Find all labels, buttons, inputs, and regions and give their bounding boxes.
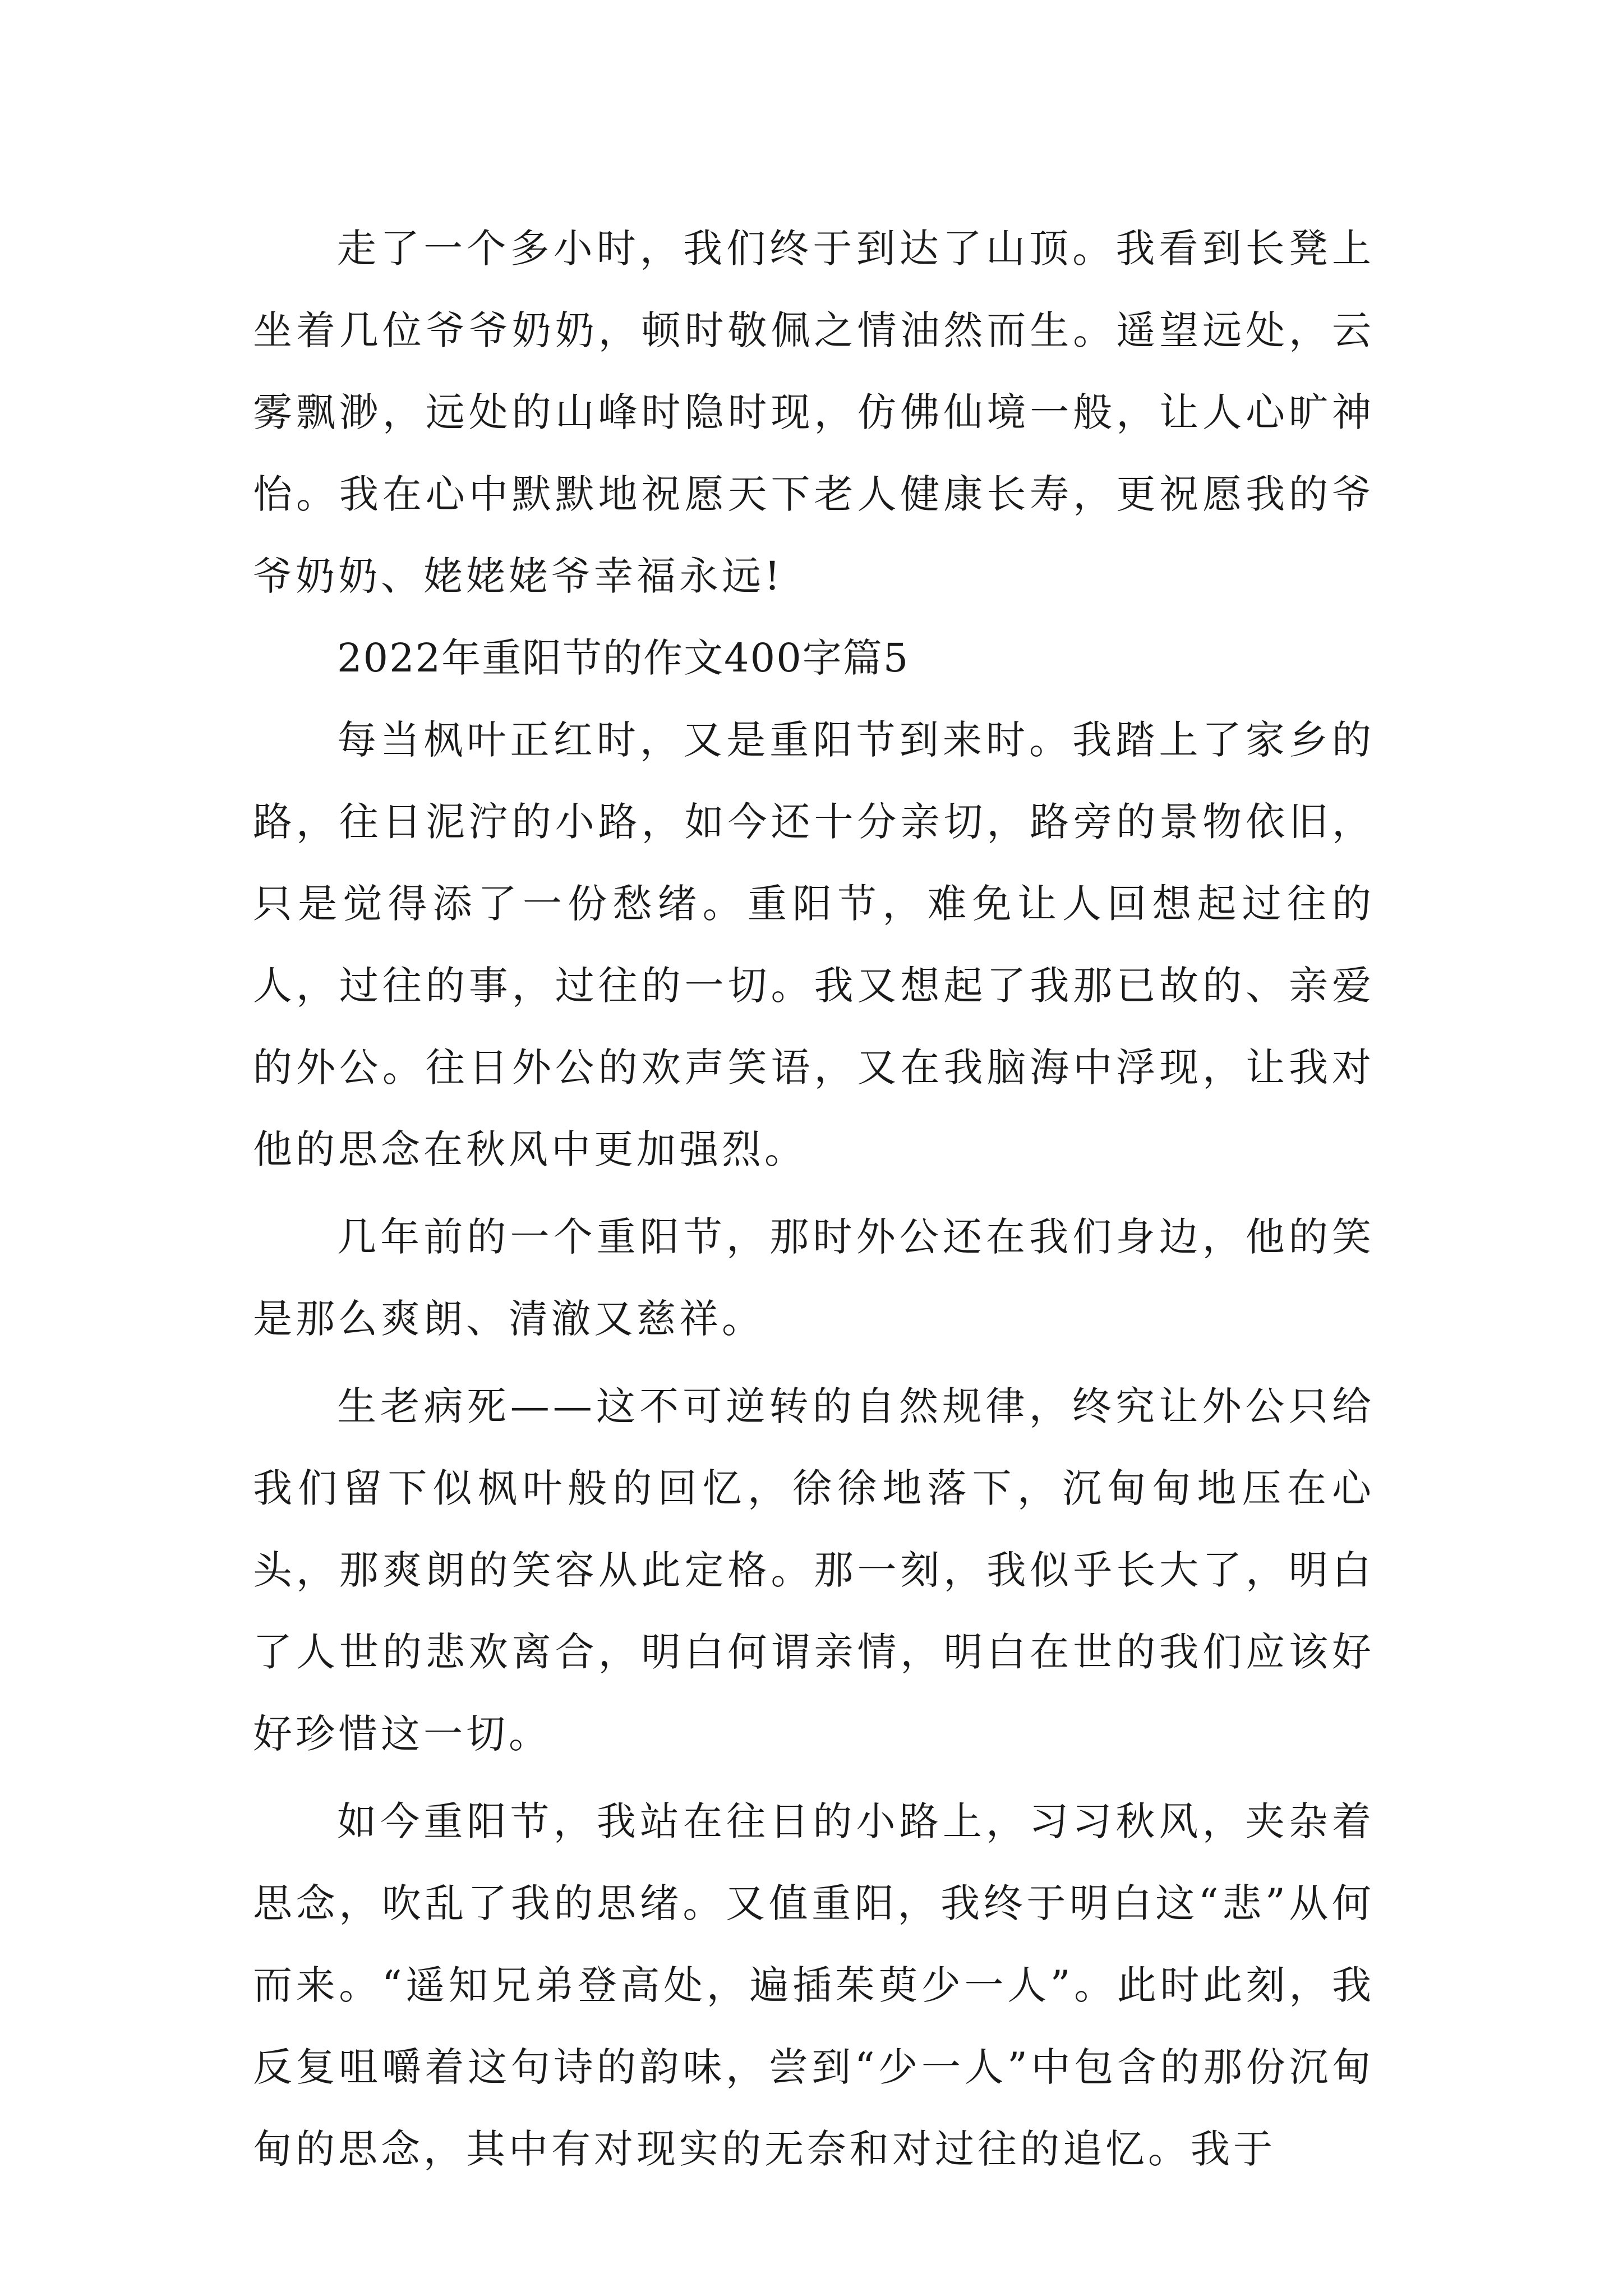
paragraph-2: 每当枫叶正红时，又是重阳节到来时。我踏上了家乡的路，往日泥泞的小路，如今还十分亲切，路旁的景物依旧，只是觉得添了一份愁绪。重阳节，难免让人回想起过往的人，过往的事，过往的一切。我又想起了我那已故的、亲爱的外公。往日外公的欢声笑语，又在我脑海中浮现，让我对他的思念在秋风中更加强烈。 [253,717,1375,1172]
paragraph-5: 如今重阳节，我站在往日的小路上，习习秋风，夹杂着思念，吹乱了我的思绪。又值重阳，我终于明白这“悲”从何而来。“遥知兄弟登高处，遍插茱萸少一人”。此时此刻，我反复咀嚼着这句诗的韵味，尝到“少一人”中包含的那份沉甸甸的思念，其中有对现实的无奈和对过往的追忆。我于 [253,1798,1375,2172]
document-body [253,208,1375,2190]
paragraph-4: 生老病死——这不可逆转的自然规律，终究让外公只给我们留下似枫叶般的回忆，徐徐地落下，沉甸甸地压在心头，那爽朗的笑容从此定格。那一刻，我似乎长大了，明白了人世的悲欢离合，明白何谓亲情，明白在世的我们应该好好珍惜这一切。 [253,1383,1375,1757]
paragraph-1: 走了一个多小时，我们终于到达了山顶。我看到长凳上坐着几位爷爷奶奶，顿时敬佩之情油然而生。遥望远处，云雾飘渺，远处的山峰时隐时现，仿佛仙境一般，让人心旷神怡。我在心中默默地祝愿天下老人健康长寿，更祝愿我的爷爷奶奶、姥姥姥爷幸福永远! [253,226,1375,599]
section-heading: 2022年重阳节的作文400字篇5 [337,635,910,681]
paragraph-3: 几年前的一个重阳节，那时外公还在我们身边，他的笑是那么爽朗、清澈又慈祥。 [253,1214,1375,1342]
